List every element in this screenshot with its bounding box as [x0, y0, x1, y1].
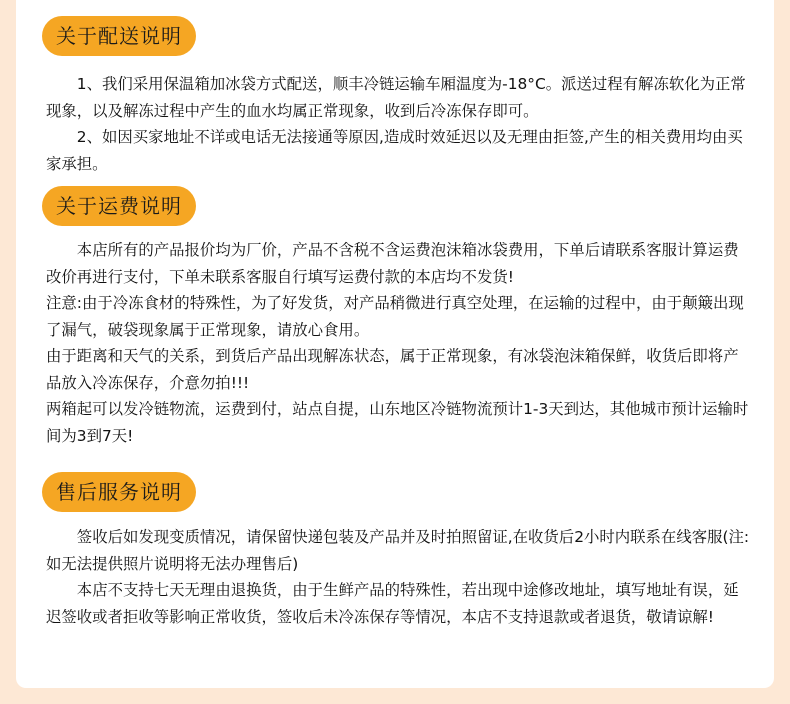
paragraph: 1、我们采用保温箱加冰袋方式配送，顺丰冷链运输车厢温度为-18°C。派送过程有解冻软化为正常现象，以及解冻过程中产生的血水均属正常现象，收到后冷冻保存即可。: [46, 75, 746, 120]
paragraph: 由于距离和天气的关系，到货后产品出现解冻状态，属于正常现象，有冰袋泡沫箱保鲜，收货后即将产品放入冷冻保存，介意勿拍!!!: [46, 347, 739, 392]
paragraph: 注意:由于冷冻食材的特殊性，为了好发货，对产品稍微进行真空处理，在运输的过程中，由于颠簸出现了漏气，破袋现象属于正常现象，请放心食用。: [46, 294, 744, 339]
paragraph: 本店所有的产品报价均为厂价，产品不含税不含运费泡沫箱冰袋费用，下单后请联系客服计算运费改价再进行支付，下单未联系客服自行填写运费付款的本店均不发货!: [46, 241, 739, 286]
paragraph: 2、如因买家地址不详或电话无法接通等原因,造成时效延迟以及无理由拒签,产生的相关费用均由买家承担。: [46, 128, 743, 173]
section-body-shipping-fee: [46, 237, 750, 449]
section-title-shipping-fee: 关于运费说明: [42, 186, 196, 226]
paragraph: 签收后如发现变质情况，请保留快递包装及产品并及时拍照留证,在收货后2小时内联系在线客服(注:如无法提供照片说明将无法办理售后): [46, 528, 750, 573]
paragraph: 本店不支持七天无理由退换货，由于生鲜产品的特殊性，若出现中途修改地址，填写地址有误，延迟签收或者拒收等影响正常收货，签收后未冷冻保存等情况，本店不支持退款或者退货，敬请谅解!: [46, 581, 739, 626]
paragraph: 两箱起可以发冷链物流，运费到付，站点自提，山东地区冷链物流预计1-3天到达，其他城市预计运输时间为3到7天!: [46, 400, 749, 445]
section-title-after-sales: 售后服务说明: [42, 472, 196, 512]
section-body-after-sales: [46, 524, 750, 630]
section-title-delivery: 关于配送说明: [42, 16, 196, 56]
section-body-delivery: [46, 71, 750, 177]
